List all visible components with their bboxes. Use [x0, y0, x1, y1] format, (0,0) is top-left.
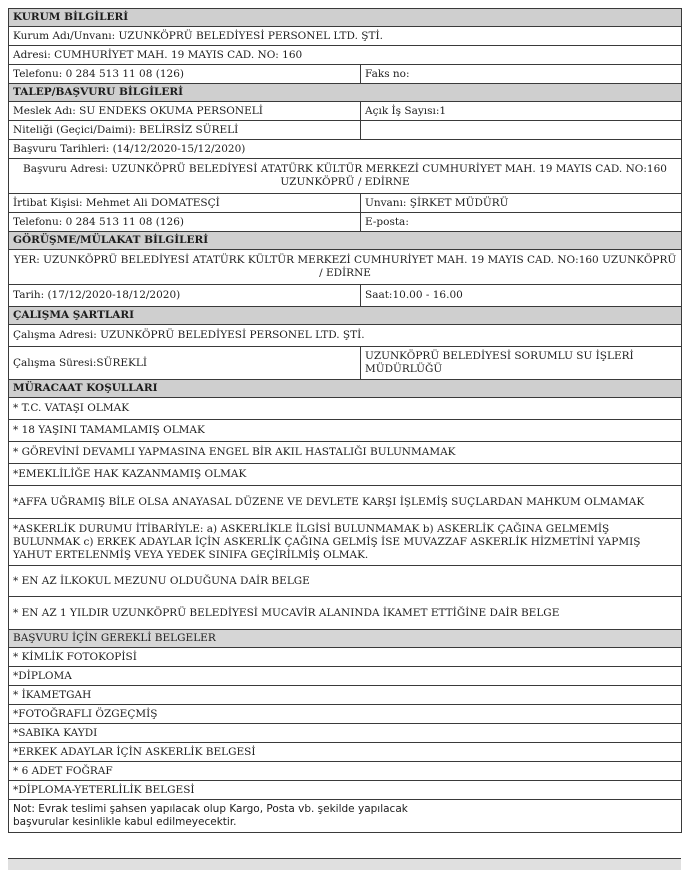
belge-item: *DİPLOMA-YETERLİLİK BELGESİ [9, 781, 682, 800]
muracaat-item: * GÖREVİNİ DEVAMLI YAPMASINA ENGEL BİR AKIL HASTALIĞI BULUNMAMAK [9, 442, 682, 464]
belge-item: * İKAMETGAH [9, 686, 682, 705]
nitelik-empty [361, 121, 682, 140]
kurum-adi: Kurum Adı/Unvanı: UZUNKÖPRÜ BELEDİYESİ PERSONEL LTD. ŞTİ. [9, 27, 682, 46]
form-table [8, 8, 682, 833]
belge-item: *FOTOĞRAFLI ÖZGEÇMİŞ [9, 705, 682, 724]
note-text: Not: Evrak teslimi şahsen yapılacak olup Kargo, Posta vb. şekilde yapılacak başvurular kesinlikle kabul edilmeyecektir. [13, 803, 408, 828]
muracaat-item: *AFFA UĞRAMIŞ BİLE OLSA ANAYASAL DÜZENE VE DEVLETE KARŞI İŞLEMİŞ SUÇLARDAN MAHKUM OLMAMAK [9, 486, 682, 519]
basvuru-tarihleri: Başvuru Tarihleri: (14/12/2020-15/12/2020) [9, 140, 682, 159]
kurum-adres: Adresi: CUMHURİYET MAH. 19 MAYIS CAD. NO: 160 [9, 46, 682, 65]
muracaat-item: * T.C. VATAŞI OLMAK [9, 398, 682, 420]
gorusme-saat: Saat:10.00 - 16.00 [361, 285, 682, 307]
belge-item: * 6 ADET FOĞRAF [9, 762, 682, 781]
talep-eposta: E-posta: [361, 213, 682, 232]
nitelik: Niteliği (Geçici/Daimi): BELİRSİZ SÜRELİ [9, 121, 361, 140]
belge-item: * KİMLİK FOTOKOPİSİ [9, 648, 682, 667]
kurum-faks: Faks no: [361, 65, 682, 84]
section-header-muracaat: MÜRACAAT KOŞULLARI [9, 380, 682, 398]
muracaat-item: * EN AZ 1 YILDIR UZUNKÖPRÜ BELEDİYESİ MUCAVİR ALANINDA İKAMET ETTİĞİNE DAİR BELGE [9, 597, 682, 630]
application-form [8, 8, 681, 833]
belge-item: *ERKEK ADAYLAR İÇİN ASKERLİK BELGESİ [9, 743, 682, 762]
section-header-calisma: ÇALIŞMA ŞARTLARI [9, 307, 682, 325]
acik-is-sayisi: Açık İş Sayısı:1 [361, 102, 682, 121]
bottom-edge [8, 858, 681, 870]
belge-item: *SABIKA KAYDI [9, 724, 682, 743]
meslek-adi: Meslek Adı: SU ENDEKS OKUMA PERSONELİ [9, 102, 361, 121]
calisma-suresi: Çalışma Süresi:SÜREKLİ [9, 347, 361, 380]
kurum-telefon: Telefonu: 0 284 513 11 08 (126) [9, 65, 361, 84]
calisma-birim: UZUNKÖPRÜ BELEDİYESİ SORUMLU SU İŞLERİ MÜDÜRLÜĞÜ [361, 347, 682, 380]
irtibat-unvan: Unvanı: ŞİRKET MÜDÜRÜ [361, 194, 682, 213]
muracaat-item: * EN AZ İLKOKUL MEZUNU OLDUĞUNA DAİR BELGE [9, 566, 682, 597]
note [9, 800, 682, 833]
section-header-talep: TALEP/BAŞVURU BİLGİLERİ [9, 84, 682, 102]
muracaat-item: *ASKERLİK DURUMU İTİBARİYLE: a) ASKERLİKLE İLGİSİ BULUNMAMAK b) ASKERLİK ÇAĞINA GELMEMİŞ BULUNMAK c) ERKEK ADAYLAR İÇİN ASKERLİK ÇAĞINA GELMİŞ İSE MUVAZZAF ASKERLİK HİZMETİNİ YAPMIŞ YAHUT ERTELENMİŞ VEYA YEDEK SINIFA GEÇİRİLMİŞ OLMAK. [9, 519, 682, 566]
gorusme-yer: YER: UZUNKÖPRÜ BELEDİYESİ ATATÜRK KÜLTÜR MERKEZİ CUMHURİYET MAH. 19 MAYIS CAD. NO:160 UZUNKÖPRÜ / EDİRNE [9, 250, 682, 285]
section-header-belgeler: BAŞVURU İÇİN GEREKLİ BELGELER [9, 630, 682, 648]
gorusme-tarih: Tarih: (17/12/2020-18/12/2020) [9, 285, 361, 307]
calisma-adresi: Çalışma Adresi: UZUNKÖPRÜ BELEDİYESİ PERSONEL LTD. ŞTİ. [9, 325, 682, 347]
muracaat-item: * 18 YAŞINI TAMAMLAMIŞ OLMAK [9, 420, 682, 442]
section-header-gorusme: GÖRÜŞME/MÜLAKAT BİLGİLERİ [9, 232, 682, 250]
section-header-kurum: KURUM BİLGİLERİ [9, 9, 682, 27]
talep-telefon: Telefonu: 0 284 513 11 08 (126) [9, 213, 361, 232]
irtibat-kisisi: İrtibat Kişisi: Mehmet Ali DOMATESÇİ [9, 194, 361, 213]
belge-item: *DİPLOMA [9, 667, 682, 686]
muracaat-item: *EMEKLİLİĞE HAK KAZANMAMIŞ OLMAK [9, 464, 682, 486]
basvuru-adresi: Başvuru Adresi: UZUNKÖPRÜ BELEDİYESİ ATATÜRK KÜLTÜR MERKEZİ CUMHURİYET MAH. 19 MAYIS CAD. NO:160 UZUNKÖPRÜ / EDİRNE [9, 159, 682, 194]
